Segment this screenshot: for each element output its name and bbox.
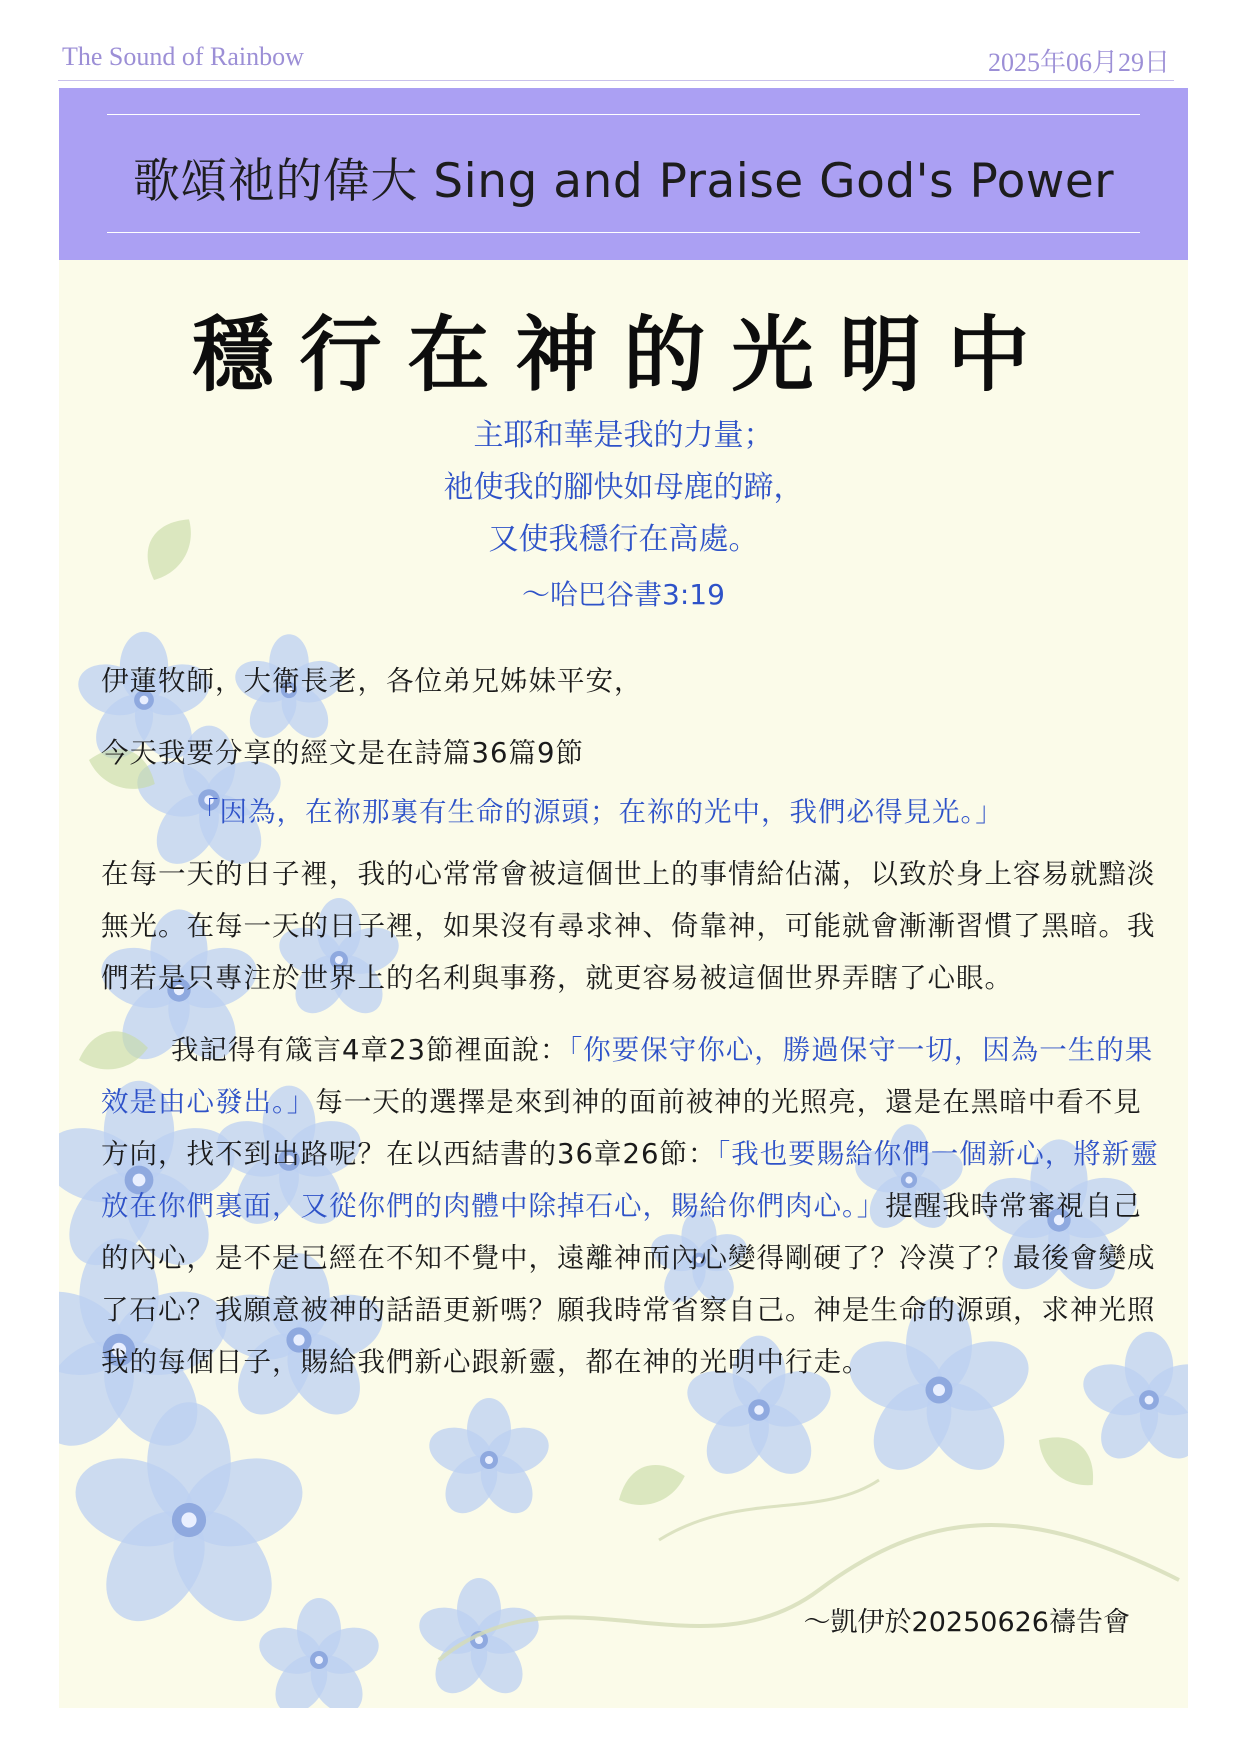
content-panel (59, 260, 1188, 1708)
banner-title: 歌頌祂的偉大 Sing and Praise God's Power (132, 154, 1115, 209)
paragraph-2-end: 提醒我時常審視自己的內心，是不是已經在不知不覺中，遠離神而內心變得剛硬了？冷漠了？最後會變成了石心？我願意被神的話語更新嗎？願我時常省察自己。神是生命的源頭，求神光照我的每個日子，賜給我們新心跟新靈，都在神的光明中行走。 (101, 1190, 1156, 1378)
banner-top-rule (107, 114, 1140, 115)
greeting: 伊蓮牧師，大衛長老，各位弟兄姊妹平安， (101, 665, 643, 697)
intro-line: 今天我要分享的經文是在詩篇36篇9節 (101, 737, 584, 769)
banner-bottom-rule (107, 232, 1140, 233)
header-divider (58, 80, 1174, 81)
verse-reference: ～哈巴谷書3:19 (522, 578, 725, 611)
paragraph-2-mid: 每一天的選擇是來到神的面前被神的光照亮，還是在黑暗中看不見方向，找不到出路呢？在以西結書的36章26節： (101, 1086, 1142, 1170)
verse-line-1: 主耶和華是我的力量； (473, 418, 774, 453)
scripture-quote-ezekiel: 「我也要賜給你們一個新心，將新靈放在你們裏面，又從你們的肉體中除掉石心，賜給你們肉心。」 (101, 1138, 1159, 1222)
paragraph-1: 在每一天的日子裡，我的心常常會被這個世上的事情給佔滿，以致於身上容易就黯淡無光。在每一天的日子裡，如果沒有尋求神、倚靠神，可能就會漸漸習慣了黑暗。我們若是只專注於世界上的名利與事務，就更容易被這個世界弄瞎了心眼。 (101, 858, 1156, 994)
banner (59, 88, 1188, 260)
article-body (101, 652, 1161, 1388)
verse-line-3: 又使我穩行在高處。 (488, 522, 759, 557)
scripture-quote-psalm: 「因為，在祢那裏有生命的源頭；在祢的光中，我們必得見光。」 (191, 796, 1004, 828)
publication-date: 2025年06月29日 (987, 48, 1170, 77)
article-title: 穩行在神的光明中 (191, 308, 1056, 403)
scripture-verse (59, 410, 1188, 622)
verse-line-2: 祂使我的腳快如母鹿的蹄， (443, 470, 804, 505)
publication-name: The Sound of Rainbow (62, 42, 304, 71)
signature: ～凱伊於20250626禱告會 (803, 1607, 1130, 1638)
paragraph-2-lead: 我記得有箴言4章23節裡面說： (171, 1034, 569, 1066)
paragraph-2 (101, 1024, 1161, 1388)
scripture-quote-proverbs: 「你要保守你心，勝過保守一切，因為一生的果效是由心發出。」 (101, 1034, 1154, 1118)
